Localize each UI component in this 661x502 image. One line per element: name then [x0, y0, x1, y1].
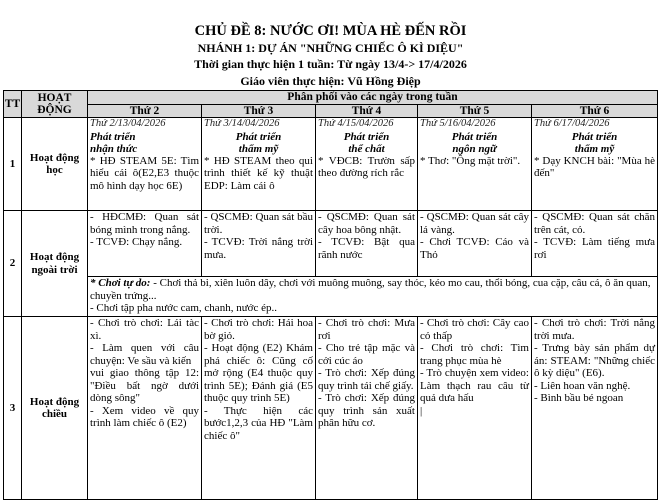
cell-date: Thứ 3/14/04/2026	[204, 118, 280, 129]
cell-phase: Phát triển thể chất	[343, 130, 390, 155]
cell-phase: Phát triển thẩm mỹ	[571, 130, 618, 155]
cell-mon-learning	[88, 118, 202, 211]
activity-label: Hoạt động chiều	[22, 317, 88, 500]
free-play-cell	[88, 277, 658, 317]
activity-label: Hoạt động học	[22, 118, 88, 211]
cell-text: - QSCMĐ: Quan sát chăn trên cát, cỏ. - TCVĐ: Làm tiếng mưa rơi	[534, 211, 655, 261]
cell-date: Thứ 4/15/04/2026	[318, 118, 394, 129]
cell-text: * Dạy KNCH bài: "Mùa hè đến"	[534, 154, 655, 179]
cell-text: - QSCMĐ: Quan sát cây lá vàng. - Chơi TCVĐ: Cáo và Thỏ	[420, 211, 529, 261]
cell-wed-afternoon	[316, 317, 418, 500]
cell-thu-learning	[418, 118, 532, 211]
cell-text: - Chơi trò chơi: Cây cao cỏ thấp - Chơi trò chơi: Tìm trang phục mùa hè - Trò chuyện xem video: Làm thạch rau câu từ quả dưa hấu |	[420, 317, 529, 417]
cell-text: * VĐCB: Trườn sấp theo đường rích rắc	[318, 154, 415, 179]
row-number: 2	[4, 211, 22, 317]
day-header-wed: Thứ 4	[316, 104, 418, 118]
free-play-text: - Chơi thả bi, xiên luôn dây, chơi với muông muông, say thóc, kéo mo cau, thổi bóng, cua cặp, câu cá, ô ăn quan, chuyền trứng...	[90, 277, 651, 302]
activity-label: Hoạt động ngoài trời	[22, 211, 88, 317]
cell-thu-afternoon	[418, 317, 532, 500]
cell-date: Thứ 6/17/04/2026	[534, 118, 610, 129]
free-play-text-2: - Chơi tập pha nước cam, chanh, nước ép..	[90, 302, 277, 314]
cell-fri-outdoor	[532, 211, 658, 277]
teacher-line: Giáo viên thực hiện: Vũ Hồng Điệp	[240, 74, 421, 88]
cell-text: - Chơi trò chơi: Lái tàc xì. - Làm quen với câu chuyện: Ve sầu và kiến vui giao thông tập 12: "Điều bất ngờ dưới dòng sông" - Xem video về quy trình làm chiếc ô (E2)	[90, 317, 199, 429]
cell-thu-outdoor	[418, 211, 532, 277]
cell-wed-outdoor	[316, 211, 418, 277]
cell-text: * Thơ: "Ông mặt trời".	[420, 154, 521, 167]
col-tt-header: TT	[4, 91, 22, 118]
branch-title: NHÁNH 1: DỰ ÁN "NHỮNG CHIẾC Ô KÌ DIỆU"	[197, 41, 464, 55]
cell-text: - Chơi trò chơi: Trời nắng trời mưa. - Trưng bày sản phẩm dự án: STEAM: "Những chiếc ô kỳ diệu" (E6). - Liên hoan văn nghệ. - Bình bầu bé ngoan	[534, 317, 655, 404]
cell-phase: Phát triển nhận thức	[90, 130, 138, 155]
cell-tue-learning	[202, 118, 316, 211]
day-header-fri: Thứ 6	[532, 104, 658, 118]
cell-wed-learning	[316, 118, 418, 211]
header-row-days	[4, 104, 658, 118]
cell-text: * HĐ STEAM theo qui trình thiết kế kỹ thuật EDP: Làm cái ô	[204, 154, 313, 192]
cell-fri-afternoon	[532, 317, 658, 500]
cell-mon-outdoor	[88, 211, 202, 277]
day-header-thu: Thứ 5	[418, 104, 532, 118]
cell-fri-learning	[532, 118, 658, 211]
col-activity-header: HOẠT ĐỘNG	[22, 91, 88, 118]
day-header-mon: Thứ 2	[88, 104, 202, 118]
time-line: Thời gian thực hiện 1 tuần: Từ ngày 13/4-> 17/4/2026	[194, 57, 467, 71]
cell-text: - QSCMĐ: Quan sát bầu trời. - TCVĐ: Trời nắng trời mưa.	[204, 211, 313, 261]
cell-text: - Chơi trò chơi: Mưa rơi - Cho trẻ tập mặc và cởi cúc áo - Trò chơi: Xếp đúng quy trình tái chế giấy. - Trò chơi: Xếp đúng quy trình sản xuất phân hữu cơ.	[318, 317, 415, 429]
header-row-1	[4, 91, 658, 105]
weekly-plan-table	[3, 90, 658, 500]
cell-text: * HĐ STEAM 5E: Tìm hiểu cái ô(E2,E3 thuộc mô hình dạy học 6E)	[90, 154, 199, 192]
cell-tue-outdoor	[202, 211, 316, 277]
free-play-label: * Chơi tự do:	[90, 277, 151, 289]
cell-phase: Phát triển thẩm mỹ	[235, 130, 282, 155]
cell-tue-afternoon	[202, 317, 316, 500]
cell-phase: Phát triển ngôn ngữ	[451, 130, 498, 155]
cell-text: - HĐCMĐ: Quan sát bóng mình trong nắng. - TCVĐ: Chạy nắng.	[90, 211, 199, 248]
row-learning	[4, 118, 658, 211]
col-distribution-header: Phân phối vào các ngày trong tuần	[88, 91, 658, 105]
row-number: 1	[4, 118, 22, 211]
theme-title: CHỦ ĐỀ 8: NƯỚC ƠI! MÙA HÈ ĐẾN RỒI	[194, 23, 467, 39]
row-number: 3	[4, 317, 22, 500]
row-outdoor	[4, 211, 658, 277]
cell-text: - Chơi trò chơi: Hái hoa bờ giỏ. - Hoạt động (E2) Khám phá chiếc ô: Cũng cố mở rộng (E4 thuộc quy trình 5E); Đánh giá (E5 thuộc quy trình 5E) - Thực hiện các bước1,2,3 của HĐ "Làm chiếc ô"	[204, 317, 313, 442]
cell-text: - QSCMĐ: Quan sát cây hoa bông nhật. - TCVĐ: Bật qua rãnh nước	[318, 211, 415, 261]
cell-date: Thứ 5/16/04/2026	[420, 118, 496, 129]
row-afternoon	[4, 317, 658, 500]
cell-mon-afternoon	[88, 317, 202, 500]
day-header-tue: Thứ 3	[202, 104, 316, 118]
row-free-play	[4, 277, 658, 317]
cell-date: Thứ 2/13/04/2026	[90, 118, 166, 129]
